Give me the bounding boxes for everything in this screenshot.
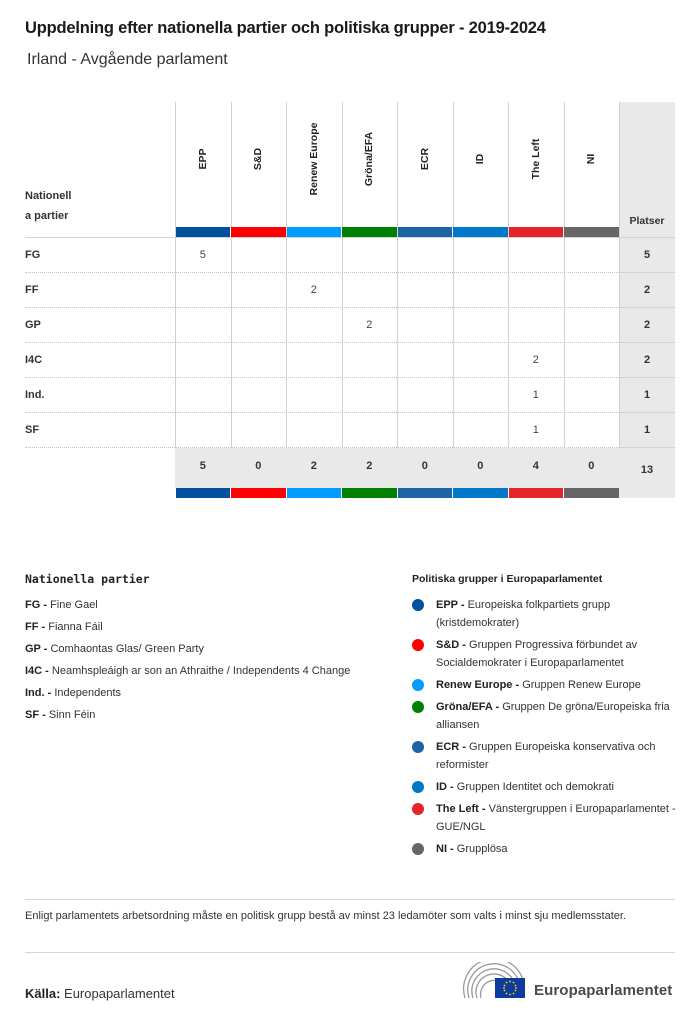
- group-total-cell: 5: [199, 460, 206, 472]
- row-total-cell: 2: [643, 354, 651, 366]
- group-color-bar: [342, 488, 397, 498]
- group-color-bar: [176, 488, 231, 498]
- group-name: Gruppen Renew Europe: [522, 679, 641, 691]
- group-total-cell: 0: [588, 460, 595, 472]
- group-legend-item: [412, 698, 682, 734]
- party-name: Fine Gael: [50, 599, 98, 611]
- group-name: Vänstergruppen i Europaparlamentet - GUE/NGL: [436, 803, 676, 833]
- group-label: EPP: [196, 148, 209, 170]
- party-name: Independents: [54, 687, 122, 699]
- row-total-cell: 1: [643, 389, 651, 401]
- seats-column-bg: [619, 102, 675, 498]
- group-total-cell: 4: [532, 460, 539, 472]
- page-title: Uppdelning efter nationella partier och politiska grupper - 2019-2024: [25, 19, 546, 37]
- group-color-dot-icon: [412, 741, 424, 753]
- party-name: Sinn Féin: [48, 709, 96, 721]
- footnote: Enligt parlamentets arbetsordning måste en politisk grupp bestå av minst 23 ledamöter som valts i minst sju medlemsstater.: [25, 910, 626, 922]
- group-column-header: [508, 102, 564, 227]
- divider: [25, 899, 675, 900]
- group-total-cell: 0: [255, 460, 262, 472]
- party-abbr: FG -: [25, 599, 47, 611]
- seat-cell: 2: [532, 354, 539, 366]
- group-column-header: [564, 102, 620, 227]
- row-divider: [25, 447, 619, 448]
- group-label: The Left: [529, 138, 542, 180]
- group-color-bar: [564, 488, 619, 498]
- row-divider: [25, 342, 619, 343]
- group-abbr: ECR -: [436, 741, 466, 753]
- party-abbr: I4C -: [25, 665, 49, 677]
- group-abbr: Gröna/EFA -: [436, 701, 500, 713]
- national-parties-legend: [25, 596, 365, 728]
- group-color-bar: [398, 227, 453, 237]
- group-abbr: NI -: [436, 843, 454, 855]
- national-parties-legend-title: Nationella partier: [25, 572, 150, 586]
- row-divider: [619, 272, 675, 273]
- group-label: S&D: [252, 147, 265, 171]
- source-label: Källa:: [25, 986, 61, 1001]
- group-legend-item: [412, 596, 682, 632]
- national-party-label: Ind.: [25, 389, 45, 401]
- party-abbr: SF -: [25, 709, 46, 721]
- group-label: Renew Europe: [307, 122, 320, 196]
- group-color-dot-icon: [412, 701, 424, 713]
- seat-cell: 2: [366, 319, 373, 331]
- group-abbr: EPP -: [436, 599, 465, 611]
- group-legend-item: [412, 636, 682, 672]
- groups-legend-title: Politiska grupper i Europaparlamentet: [412, 573, 603, 585]
- group-name: Europeiska folkpartiets grupp (kristdemokrater): [436, 599, 611, 629]
- party-name: Fianna Fáil: [48, 621, 103, 633]
- row-total-cell: 1: [643, 424, 651, 436]
- group-legend-item: [412, 676, 682, 694]
- party-name: Neamhspleáigh ar son an Athraithe / Independents 4 Change: [51, 665, 351, 677]
- group-color-bar: [564, 227, 619, 237]
- group-total-cell: 0: [477, 460, 484, 472]
- group-column-header: [175, 102, 231, 227]
- group-color-bar: [287, 227, 342, 237]
- party-abbr: FF -: [25, 621, 46, 633]
- european-parliament-logo: [461, 962, 681, 1002]
- group-color-bar: [509, 227, 564, 237]
- group-color-bar: [176, 227, 231, 237]
- group-legend-item: [412, 778, 682, 796]
- seat-cell: 1: [532, 389, 539, 401]
- group-name: Gruppen Europeiska konservativa och reformister: [436, 741, 656, 771]
- group-legend-item: [412, 738, 682, 774]
- national-party-label: I4C: [25, 354, 43, 366]
- row-divider: [619, 342, 675, 343]
- group-color-bar: [231, 227, 286, 237]
- logo-text: Europaparlamentet: [534, 982, 673, 999]
- groups-legend: [412, 596, 682, 862]
- group-color-dot-icon: [412, 781, 424, 793]
- group-abbr: ID -: [436, 781, 454, 793]
- group-column-header: [231, 102, 287, 227]
- source-value: Europaparlamentet: [64, 986, 175, 1001]
- party-abbr: GP -: [25, 643, 48, 655]
- national-party-label: GP: [25, 319, 41, 331]
- group-label: ID: [474, 153, 487, 165]
- row-divider: [619, 377, 675, 378]
- group-total-cell: 0: [421, 460, 428, 472]
- row-divider: [25, 307, 619, 308]
- group-color-dot-icon: [412, 599, 424, 611]
- national-party-legend-item: [25, 618, 365, 636]
- national-party-label: FG: [25, 249, 41, 261]
- row-divider: [619, 307, 675, 308]
- row-divider: [25, 412, 619, 413]
- group-color-bar: [287, 488, 342, 498]
- row-total-cell: 5: [643, 249, 651, 261]
- group-column-header: [453, 102, 509, 227]
- group-color-dot-icon: [412, 639, 424, 651]
- party-name: Comhaontas Glas/ Green Party: [50, 643, 204, 655]
- group-abbr: S&D -: [436, 639, 466, 651]
- group-color-dot-icon: [412, 803, 424, 815]
- group-column-header: [342, 102, 398, 227]
- group-color-bar: [453, 227, 508, 237]
- row-divider: [619, 412, 675, 413]
- group-column-header: [397, 102, 453, 227]
- national-party-legend-item: [25, 640, 365, 658]
- grand-total-cell: 13: [640, 464, 654, 476]
- national-party-legend-item: [25, 706, 365, 724]
- row-divider: [619, 447, 675, 448]
- seat-cell: 5: [199, 249, 206, 261]
- group-abbr: The Left -: [436, 803, 486, 815]
- group-color-dot-icon: [412, 679, 424, 691]
- group-color-bar: [398, 488, 453, 498]
- group-legend-item: [412, 800, 682, 836]
- header-divider: [25, 237, 675, 238]
- group-color-bar: [509, 488, 564, 498]
- group-label: Gröna/EFA: [363, 131, 376, 187]
- group-column-header: [286, 102, 342, 227]
- row-divider: [25, 377, 619, 378]
- national-parties-header: Nationell a partier: [25, 190, 72, 222]
- group-name: Gruppen Identitet och demokrati: [456, 781, 614, 793]
- national-party-legend-item: [25, 662, 365, 680]
- seat-cell: 2: [310, 284, 317, 296]
- group-label: ECR: [418, 147, 431, 171]
- group-total-cell: 2: [310, 460, 317, 472]
- national-party-label: FF: [25, 284, 39, 296]
- group-color-dot-icon: [412, 843, 424, 855]
- page-subtitle: Irland - Avgående parlament: [27, 51, 228, 68]
- hemicycle-icon: [461, 962, 533, 1002]
- national-party-legend-item: [25, 596, 365, 614]
- row-total-cell: 2: [643, 284, 651, 296]
- row-total-cell: 2: [643, 319, 651, 331]
- group-legend-item: [412, 840, 682, 858]
- row-divider: [25, 272, 619, 273]
- source: [25, 986, 175, 1001]
- party-abbr: Ind. -: [25, 687, 52, 699]
- seats-header: Platser: [629, 215, 665, 227]
- group-abbr: Renew Europe -: [436, 679, 520, 691]
- group-total-cell: 2: [366, 460, 373, 472]
- group-color-bar: [231, 488, 286, 498]
- group-color-bar: [453, 488, 508, 498]
- national-party-label: SF: [25, 424, 40, 436]
- group-name: Grupplösa: [456, 843, 508, 855]
- group-name: Gruppen De gröna/Europeiska fria alliansen: [436, 701, 670, 731]
- seat-cell: 1: [532, 424, 539, 436]
- national-party-legend-item: [25, 684, 365, 702]
- group-color-bar: [342, 227, 397, 237]
- group-name: Gruppen Progressiva förbundet av Socialdemokrater i Europaparlamentet: [436, 639, 638, 669]
- group-label: NI: [585, 153, 598, 165]
- divider: [25, 952, 675, 953]
